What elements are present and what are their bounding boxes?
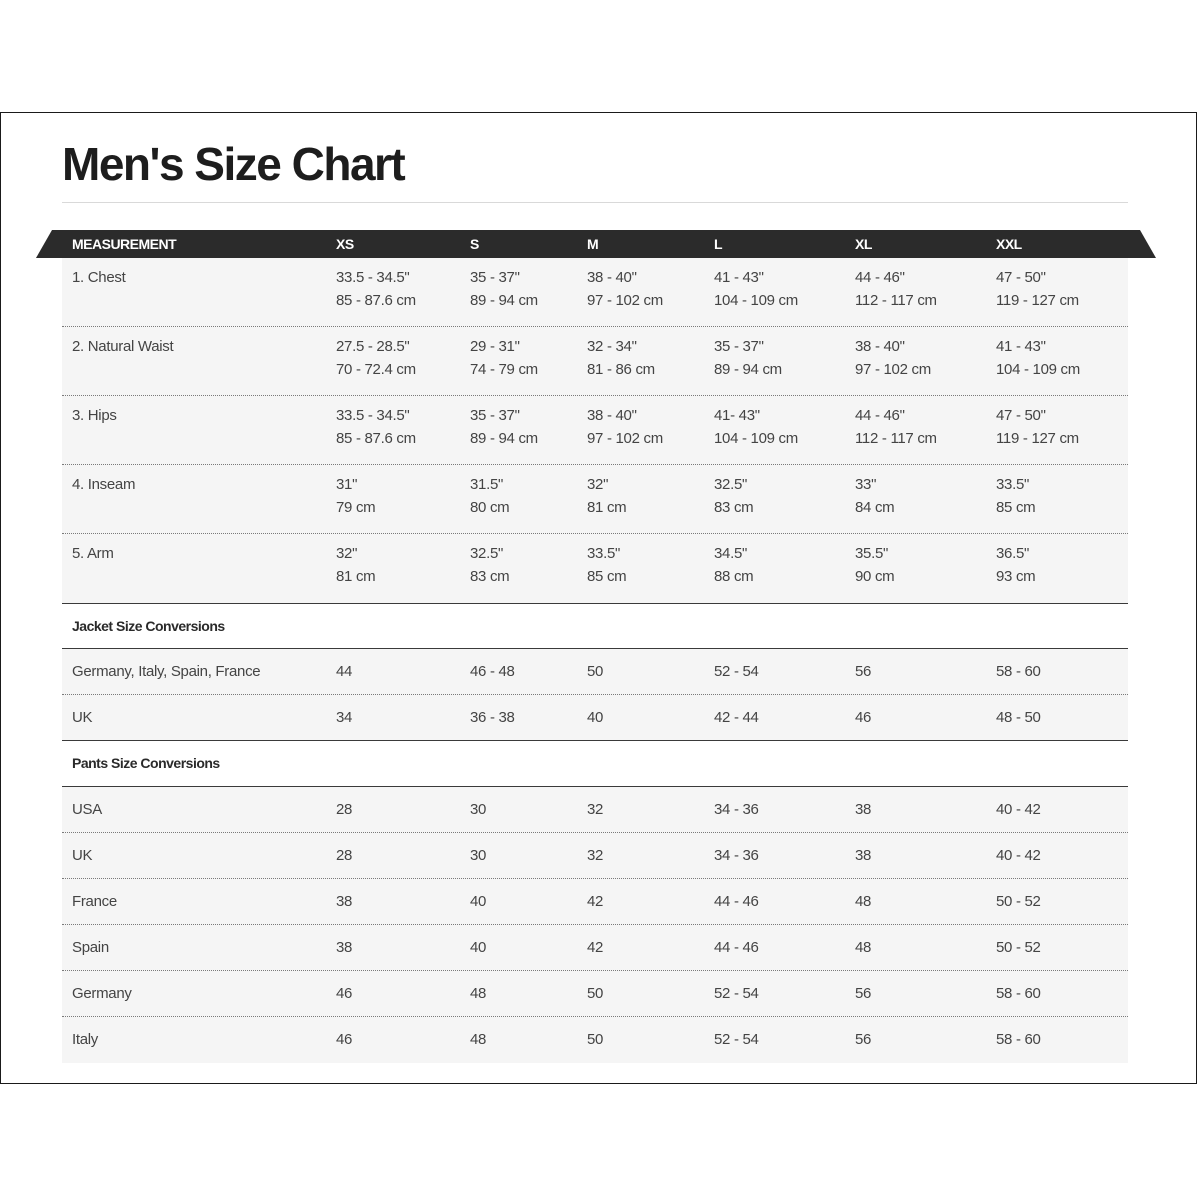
table-cell: 27.5 - 28.5" 70 - 72.4 cm <box>336 338 416 378</box>
table-cell: 40 <box>470 939 487 956</box>
table-cell: 34 <box>336 709 353 726</box>
table-cell: 50 <box>587 985 604 1002</box>
table-cell: 50 <box>587 663 604 680</box>
table-cell: 38 - 40" 97 - 102 cm <box>855 338 931 378</box>
table-cell: 40 - 42 <box>996 847 1041 864</box>
row-label: France <box>72 893 117 910</box>
table-cell: 33.5" 85 cm <box>587 545 627 585</box>
table-cell: 32 - 34" 81 - 86 cm <box>587 338 655 378</box>
header-measurement: MEASUREMENT <box>72 236 177 252</box>
table-cell: 34 - 36 <box>714 847 759 864</box>
table-cell: 44 <box>336 663 353 680</box>
row-label: Italy <box>72 1031 99 1048</box>
table-cell: 58 - 60 <box>996 985 1041 1002</box>
table-cell: 44 - 46 <box>714 893 759 910</box>
table-row-pants-italy <box>62 1017 1128 1063</box>
table-cell: 40 <box>587 709 604 726</box>
table-cell: 44 - 46" 112 - 117 cm <box>855 269 937 309</box>
table-row-chest <box>62 258 1128 327</box>
table-cell: 56 <box>855 1031 872 1048</box>
table-cell: 38 <box>855 801 872 818</box>
table-cell: 46 - 48 <box>470 663 515 680</box>
row-label: Spain <box>72 939 109 956</box>
table-cell: 56 <box>855 663 872 680</box>
page-title: Men's Size Chart <box>62 138 405 190</box>
table-cell: 42 <box>587 893 604 910</box>
table-cell: 41 - 43" 104 - 109 cm <box>714 269 798 309</box>
row-label: USA <box>72 801 102 818</box>
table-cell: 48 <box>470 1031 487 1048</box>
table-row-arm <box>62 534 1128 603</box>
table-cell: 52 - 54 <box>714 663 759 680</box>
table-cell: 46 <box>336 1031 353 1048</box>
row-label: 3. Hips <box>72 407 117 424</box>
row-label: 1. Chest <box>72 269 126 286</box>
table-cell: 38 <box>336 939 353 956</box>
table-cell: 32 <box>587 847 604 864</box>
table-cell: 33.5 - 34.5" 85 - 87.6 cm <box>336 407 416 447</box>
header-s: S <box>470 236 479 252</box>
table-row-pants-usa <box>62 787 1128 833</box>
table-cell: 48 <box>855 893 872 910</box>
row-label: 5. Arm <box>72 545 114 562</box>
table-cell: 38 - 40" 97 - 102 cm <box>587 407 663 447</box>
size-table <box>62 258 1128 1063</box>
table-cell: 32 <box>587 801 604 818</box>
header-l: L <box>714 236 723 252</box>
table-cell: 58 - 60 <box>996 1031 1041 1048</box>
table-cell: 31.5" 80 cm <box>470 476 510 516</box>
section-title: Jacket Size Conversions <box>72 618 225 634</box>
row-label: UK <box>72 709 93 726</box>
table-cell: 36 - 38 <box>470 709 515 726</box>
table-cell: 33.5" 85 cm <box>996 476 1036 516</box>
table-cell: 48 - 50 <box>996 709 1041 726</box>
table-cell: 52 - 54 <box>714 985 759 1002</box>
table-row-pants-germany <box>62 971 1128 1017</box>
section-heading-jacket <box>62 603 1128 649</box>
table-cell: 38 - 40" 97 - 102 cm <box>587 269 663 309</box>
table-cell: 50 <box>587 1031 604 1048</box>
table-row-pants-uk <box>62 833 1128 879</box>
header-m: M <box>587 236 599 252</box>
table-cell: 50 - 52 <box>996 939 1041 956</box>
table-cell: 35 - 37" 89 - 94 cm <box>470 407 538 447</box>
table-cell: 28 <box>336 847 353 864</box>
table-cell: 58 - 60 <box>996 663 1041 680</box>
table-cell: 30 <box>470 847 487 864</box>
table-cell: 32.5" 83 cm <box>470 545 510 585</box>
table-cell: 40 <box>470 893 487 910</box>
row-label: 4. Inseam <box>72 476 136 493</box>
table-cell: 38 <box>855 847 872 864</box>
row-label: UK <box>72 847 93 864</box>
header-xl: XL <box>855 236 872 252</box>
table-cell: 40 - 42 <box>996 801 1041 818</box>
table-cell: 44 - 46 <box>714 939 759 956</box>
table-cell: 34.5" 88 cm <box>714 545 754 585</box>
row-label: Germany, Italy, Spain, France <box>72 663 261 680</box>
table-cell: 32" 81 cm <box>336 545 376 585</box>
section-title: Pants Size Conversions <box>72 755 220 771</box>
table-cell: 35 - 37" 89 - 94 cm <box>470 269 538 309</box>
table-cell: 38 <box>336 893 353 910</box>
table-cell: 36.5" 93 cm <box>996 545 1036 585</box>
table-row-pants-france <box>62 879 1128 925</box>
table-cell: 48 <box>470 985 487 1002</box>
header-xxl: XXL <box>996 236 1022 252</box>
table-cell: 41 - 43" 104 - 109 cm <box>996 338 1080 378</box>
table-row-jacket-europe <box>62 649 1128 695</box>
table-cell: 52 - 54 <box>714 1031 759 1048</box>
table-cell: 47 - 50" 119 - 127 cm <box>996 269 1079 309</box>
table-cell: 28 <box>336 801 353 818</box>
table-row-hips <box>62 396 1128 465</box>
table-cell: 31" 79 cm <box>336 476 376 516</box>
table-cell: 46 <box>855 709 872 726</box>
table-row-jacket-uk <box>62 695 1128 741</box>
title-divider <box>62 202 1128 203</box>
table-row-natural-waist <box>62 327 1128 396</box>
table-row-inseam <box>62 465 1128 534</box>
table-cell: 33" 84 cm <box>855 476 895 516</box>
table-cell: 34 - 36 <box>714 801 759 818</box>
measurement-rows <box>62 258 1128 603</box>
table-cell: 30 <box>470 801 487 818</box>
table-cell: 32" 81 cm <box>587 476 627 516</box>
table-cell: 42 <box>587 939 604 956</box>
table-cell: 32.5" 83 cm <box>714 476 754 516</box>
table-cell: 41- 43" 104 - 109 cm <box>714 407 798 447</box>
table-cell: 35.5" 90 cm <box>855 545 895 585</box>
table-cell: 56 <box>855 985 872 1002</box>
table-cell: 46 <box>336 985 353 1002</box>
table-row-pants-spain <box>62 925 1128 971</box>
table-cell: 35 - 37" 89 - 94 cm <box>714 338 782 378</box>
row-label: 2. Natural Waist <box>72 338 174 355</box>
table-cell: 48 <box>855 939 872 956</box>
table-cell: 50 - 52 <box>996 893 1041 910</box>
table-cell: 33.5 - 34.5" 85 - 87.6 cm <box>336 269 416 309</box>
header-xs: XS <box>336 236 354 252</box>
row-label: Germany <box>72 985 132 1002</box>
table-cell: 44 - 46" 112 - 117 cm <box>855 407 937 447</box>
table-cell: 47 - 50" 119 - 127 cm <box>996 407 1079 447</box>
table-cell: 29 - 31" 74 - 79 cm <box>470 338 538 378</box>
table-cell: 42 - 44 <box>714 709 759 726</box>
section-heading-pants <box>62 741 1128 787</box>
